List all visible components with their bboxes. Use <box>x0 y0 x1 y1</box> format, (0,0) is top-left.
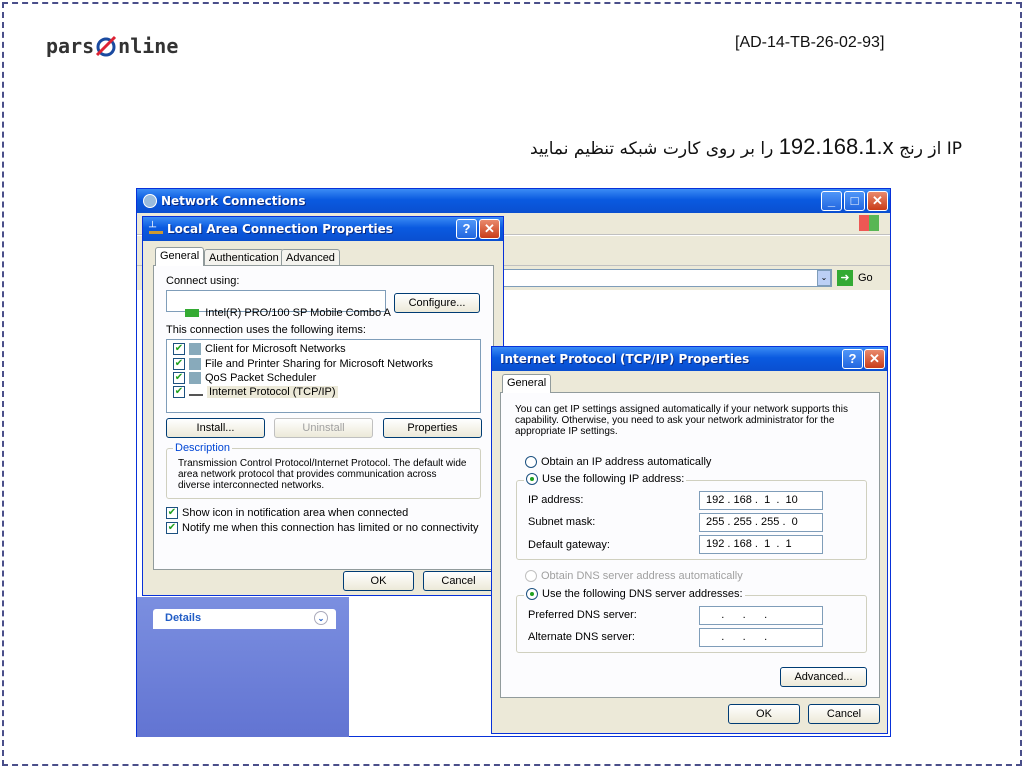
ip-address-field[interactable]: 192 . 168 . 1 . 10 <box>699 491 823 510</box>
slide-code: [AD-14-TB-26-02-93] <box>735 34 885 51</box>
tcpip-properties-dialog <box>491 346 888 734</box>
windows-flag-icon <box>859 215 879 231</box>
list-item-selected[interactable] <box>173 386 338 398</box>
instruction-ip-range: 192.168.1.x <box>778 134 894 159</box>
tcpip-titlebar[interactable] <box>492 347 887 371</box>
lac-ok-button[interactable]: OK <box>343 571 414 591</box>
radio-disabled-icon[interactable] <box>525 570 537 582</box>
client-icon <box>189 343 201 355</box>
tab-advanced[interactable]: Advanced <box>281 249 340 267</box>
network-connections-title: Network Connections <box>161 194 306 208</box>
uninstall-button[interactable]: Uninstall <box>274 418 373 438</box>
lac-close-button[interactable]: ✕ <box>479 219 500 239</box>
list-item[interactable] <box>173 372 316 384</box>
subnet-mask-field[interactable]: 255 . 255 . 255 . 0 <box>699 513 823 532</box>
network-adapter-icon <box>185 309 199 317</box>
tcpip-tab-general[interactable]: General <box>502 374 551 393</box>
advanced-button[interactable]: Advanced... <box>780 667 867 687</box>
brand-right: nline <box>118 34 179 58</box>
list-item[interactable] <box>173 343 346 355</box>
auto-ip-option[interactable] <box>525 456 711 468</box>
use-ip-label: Use the following IP address: <box>542 473 685 485</box>
close-button[interactable]: ✕ <box>867 191 888 211</box>
description-title: Description <box>175 442 231 454</box>
checkbox-checked-icon[interactable]: ✔ <box>167 522 177 534</box>
uses-items-label: This connection uses the following items: <box>166 324 366 336</box>
parsonline-logo <box>46 33 178 59</box>
slide-instruction <box>530 134 962 160</box>
use-dns-label: Use the following DNS server addresses: <box>542 588 743 600</box>
notify-label: Notify me when this connection has limited or no connectivity <box>182 522 479 534</box>
connect-using-label: Connect using: <box>166 275 240 287</box>
checkbox-checked-icon[interactable]: ✔ <box>174 358 184 370</box>
radio-unselected-icon[interactable] <box>525 456 537 468</box>
logo-mark-icon <box>95 33 117 59</box>
tcpip-close-button[interactable]: ✕ <box>864 349 885 369</box>
description-text: Transmission Control Protocol/Internet Protocol. The default wide area network protocol that provides communication across diverse interconnected networks. <box>178 458 467 491</box>
item-label: Internet Protocol (TCP/IP) <box>209 386 336 398</box>
adapter-name: Intel(R) PRO/100 SP Mobile Combo A <box>205 307 391 319</box>
subnet-mask-label: Subnet mask: <box>528 516 596 528</box>
address-input[interactable] <box>502 269 832 287</box>
network-connections-icon <box>143 194 157 208</box>
item-label: File and Printer Sharing for Microsoft Networks <box>205 358 434 370</box>
tcpip-ok-button[interactable]: OK <box>728 704 800 724</box>
alternate-dns-label: Alternate DNS server: <box>528 631 635 643</box>
default-gateway-field[interactable]: 192 . 168 . 1 . 1 <box>699 535 823 554</box>
auto-dns-option[interactable] <box>525 570 743 582</box>
checkbox-checked-icon[interactable]: ✔ <box>174 372 184 384</box>
alternate-dns-field[interactable]: . . . <box>699 628 823 647</box>
preferred-dns-label: Preferred DNS server: <box>528 609 637 621</box>
file-sharing-icon <box>189 358 201 370</box>
list-item[interactable] <box>173 358 433 370</box>
ip-address-label: IP address: <box>528 494 584 506</box>
instruction-suffix: را بر روی کارت شبکه تنظیم نمایید <box>529 139 779 159</box>
lac-cancel-button[interactable]: Cancel <box>423 571 494 591</box>
expand-chevron-icon[interactable]: ⌄ <box>314 611 328 625</box>
lac-title: Local Area Connection Properties <box>167 222 393 236</box>
auto-dns-label: Obtain DNS server address automatically <box>541 570 743 582</box>
tcpip-title: Internet Protocol (TCP/IP) Properties <box>500 352 750 366</box>
show-icon-option[interactable] <box>166 507 408 519</box>
tab-authentication[interactable]: Authentication <box>204 249 284 267</box>
configure-button[interactable]: Configure... <box>394 293 480 313</box>
show-icon-label: Show icon in notification area when connected <box>182 507 409 519</box>
checkbox-checked-icon[interactable]: ✔ <box>174 343 184 355</box>
radio-selected-icon[interactable] <box>526 588 538 600</box>
preferred-dns-field[interactable]: . . . <box>699 606 823 625</box>
tab-general[interactable]: General <box>155 247 204 266</box>
go-button-label[interactable]: Go <box>858 272 873 284</box>
default-gateway-label: Default gateway: <box>528 539 610 551</box>
install-button[interactable]: Install... <box>166 418 265 438</box>
details-panel-header[interactable] <box>153 609 336 629</box>
minimize-button[interactable]: _ <box>821 191 842 211</box>
tcpip-help-button[interactable]: ? <box>842 349 863 369</box>
help-button[interactable]: ? <box>456 219 477 239</box>
notify-option[interactable] <box>166 522 479 534</box>
item-label: Client for Microsoft Networks <box>205 343 346 355</box>
maximize-button[interactable]: □ <box>844 191 865 211</box>
network-connections-titlebar[interactable] <box>137 189 890 213</box>
qos-icon <box>189 372 201 384</box>
lac-properties-dialog <box>142 216 504 596</box>
network-connection-icon: ┴ <box>149 224 163 234</box>
properties-button[interactable]: Properties <box>383 418 482 438</box>
radio-selected-icon[interactable] <box>526 473 538 485</box>
go-arrow-icon[interactable]: ➜ <box>837 270 853 286</box>
checkbox-checked-icon[interactable]: ✔ <box>174 386 184 398</box>
instruction-prefix: IP از رنج <box>893 139 962 159</box>
tcpip-cancel-button[interactable]: Cancel <box>808 704 880 724</box>
lac-titlebar[interactable] <box>143 217 503 241</box>
protocol-icon <box>189 388 203 396</box>
item-label: QoS Packet Scheduler <box>205 372 317 384</box>
use-dns-option[interactable] <box>524 588 745 600</box>
auto-ip-label: Obtain an IP address automatically <box>541 456 712 468</box>
address-dropdown-chevron-icon[interactable]: ⌄ <box>817 270 831 286</box>
details-label: Details <box>165 612 202 624</box>
tcpip-intro-text: You can get IP settings assigned automatically if your network supports this capability. Otherwise, you need to ask your network administrator for the appropriate IP settings. <box>515 404 848 437</box>
adapter-field <box>166 290 391 319</box>
checkbox-checked-icon[interactable]: ✔ <box>167 507 177 519</box>
use-ip-option[interactable] <box>524 473 686 485</box>
brand-left: pars <box>46 34 95 58</box>
